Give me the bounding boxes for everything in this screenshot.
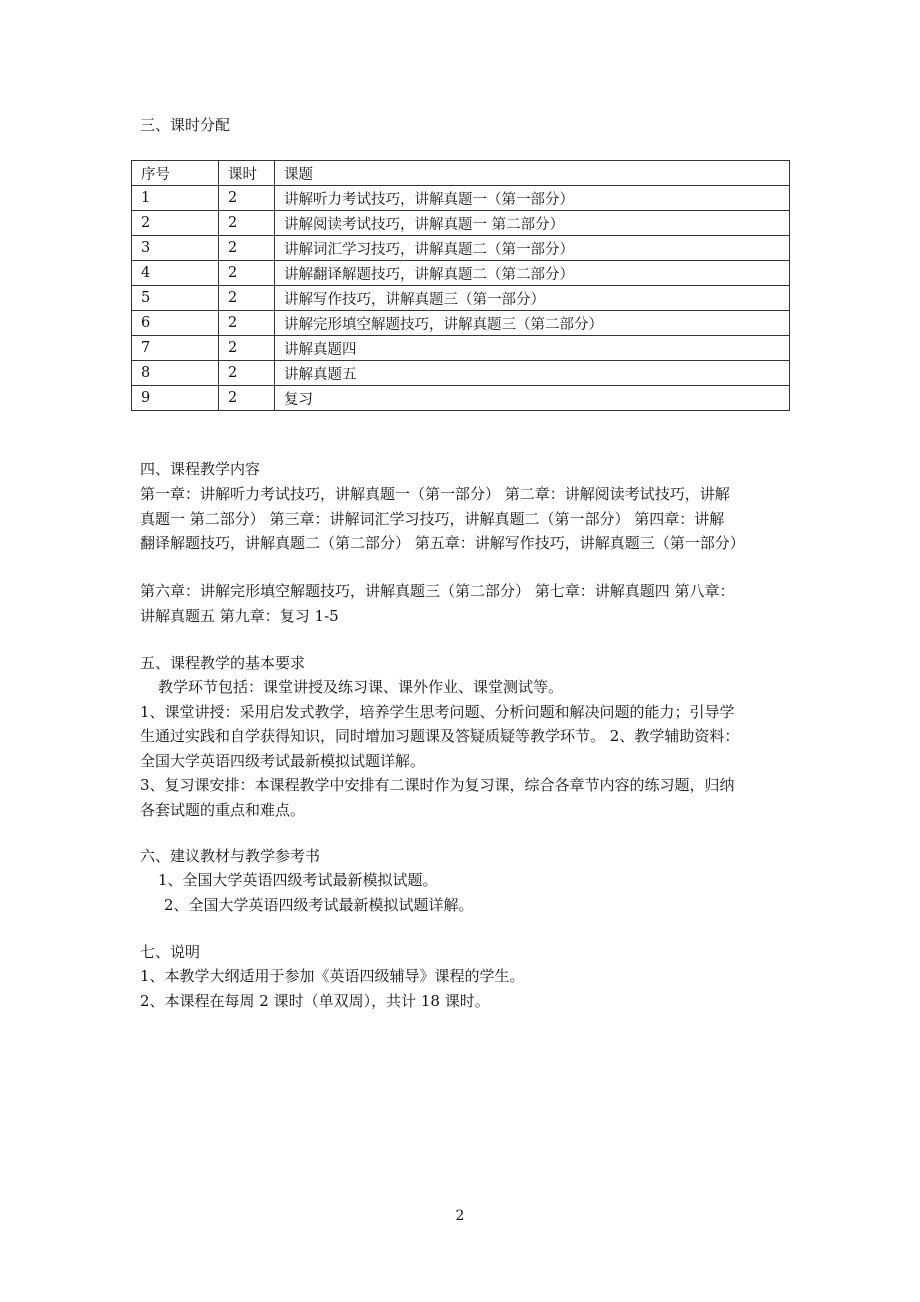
section-3-title: 三、课时分配 (140, 116, 231, 134)
cell-seq: 4 (132, 261, 219, 286)
section-6-title: 六、建议教材与教学参考书 (140, 847, 321, 865)
cell-seq: 3 (132, 236, 219, 261)
cell-topic: 讲解翻译解题技巧，讲解真题二（第二部分） (275, 261, 790, 286)
table-row (132, 211, 790, 236)
paragraph-line: 生通过实践和自学获得知识，同时增加习题课及答疑质疑等教学环节。 2、教学辅助资料： (140, 727, 740, 745)
table-row (132, 336, 790, 361)
paragraph-line: 全国大学英语四级考试最新模拟试题详解。 (140, 751, 426, 770)
paragraph-line: 各套试题的重点和难点。 (140, 800, 306, 819)
section-4-body-a (140, 482, 800, 556)
table-row (132, 311, 790, 336)
cell-topic: 讲解真题五 (275, 361, 790, 386)
cell-topic: 讲解阅读考试技巧，讲解真题一 第二部分） (275, 211, 790, 236)
paragraph-line: 1、课堂讲授：采用启发式教学，培养学生思考问题、分析问题和解决问题的能力；引导学 (140, 702, 735, 721)
cell-seq: 7 (132, 336, 219, 361)
list-item: 2、本课程在每周 2 课时（单双周），共计 18 课时。 (140, 991, 490, 1010)
cell-hours: 2 (219, 236, 275, 261)
table-row (132, 361, 790, 386)
schedule-table (131, 160, 790, 411)
cell-hours: 2 (219, 386, 275, 411)
cell-hours: 2 (219, 336, 275, 361)
cell-hours: 2 (219, 261, 275, 286)
cell-seq: 2 (132, 211, 219, 236)
paragraph-line: 讲解真题五 第九章：复习 1-5 (140, 606, 339, 625)
cell-topic: 讲解词汇学习技巧，讲解真题二（第一部分） (275, 236, 790, 261)
section-5-intro: 教学环节包括：课堂讲授及练习课、课外作业、课堂测试等。 (158, 678, 564, 696)
paragraph-line: 3、复习课安排：本课程教学中安排有二课时作为复习课，综合各章节内容的练习题，归纳 (140, 776, 735, 794)
section-4-body-b (140, 579, 800, 628)
cell-topic: 讲解完形填空解题技巧，讲解真题三（第二部分） (275, 311, 790, 336)
paragraph-line: 第一章：讲解听力考试技巧，讲解真题一（第一部分） 第二章：讲解阅读考试技巧，讲解 (140, 485, 730, 503)
cell-topic: 讲解写作技巧，讲解真题三（第一部分） (275, 286, 790, 311)
cell-seq: 1 (132, 186, 219, 211)
table-row (132, 186, 790, 211)
table-header-row (132, 161, 790, 186)
cell-hours: 2 (219, 211, 275, 236)
cell-hours: 2 (219, 311, 275, 336)
cell-seq: 5 (132, 286, 219, 311)
list-item: 2、全国大学英语四级考试最新模拟试题详解。 (164, 895, 474, 914)
header-seq: 序号 (132, 161, 219, 186)
header-topic: 课题 (275, 161, 790, 186)
section-5-body (140, 675, 800, 822)
paragraph-line: 第六章：讲解完形填空解题技巧，讲解真题三（第二部分） 第七章：讲解真题四 第八章： (140, 582, 735, 600)
table-row (132, 286, 790, 311)
section-7-title: 七、说明 (140, 943, 201, 961)
table-row (132, 386, 790, 411)
page-number: 2 (455, 1208, 465, 1224)
section-6-list (140, 868, 800, 917)
cell-topic: 讲解真题四 (275, 336, 790, 361)
cell-seq: 9 (132, 386, 219, 411)
section-5-title: 五、课程教学的基本要求 (140, 654, 306, 672)
cell-hours: 2 (219, 186, 275, 211)
section-7-list (140, 964, 800, 1013)
section-4-title: 四、课程教学内容 (140, 460, 261, 478)
table-row (132, 261, 790, 286)
cell-topic: 讲解听力考试技巧，讲解真题一（第一部分） (275, 186, 790, 211)
paragraph-line: 翻译解题技巧，讲解真题二（第二部分） 第五章：讲解写作技巧，讲解真题三（第一部分） (140, 534, 745, 552)
cell-seq: 6 (132, 311, 219, 336)
cell-hours: 2 (219, 286, 275, 311)
table-row (132, 236, 790, 261)
list-item: 1、全国大学英语四级考试最新模拟试题。 (158, 871, 438, 889)
cell-seq: 8 (132, 361, 219, 386)
header-hours: 课时 (219, 161, 275, 186)
list-item: 1、本教学大纲适用于参加《英语四级辅导》课程的学生。 (140, 967, 525, 985)
cell-hours: 2 (219, 361, 275, 386)
cell-topic: 复习 (275, 386, 790, 411)
paragraph-line: 真题一 第二部分） 第三章：讲解词汇学习技巧，讲解真题二（第一部分） 第四章：讲解 (140, 509, 725, 528)
